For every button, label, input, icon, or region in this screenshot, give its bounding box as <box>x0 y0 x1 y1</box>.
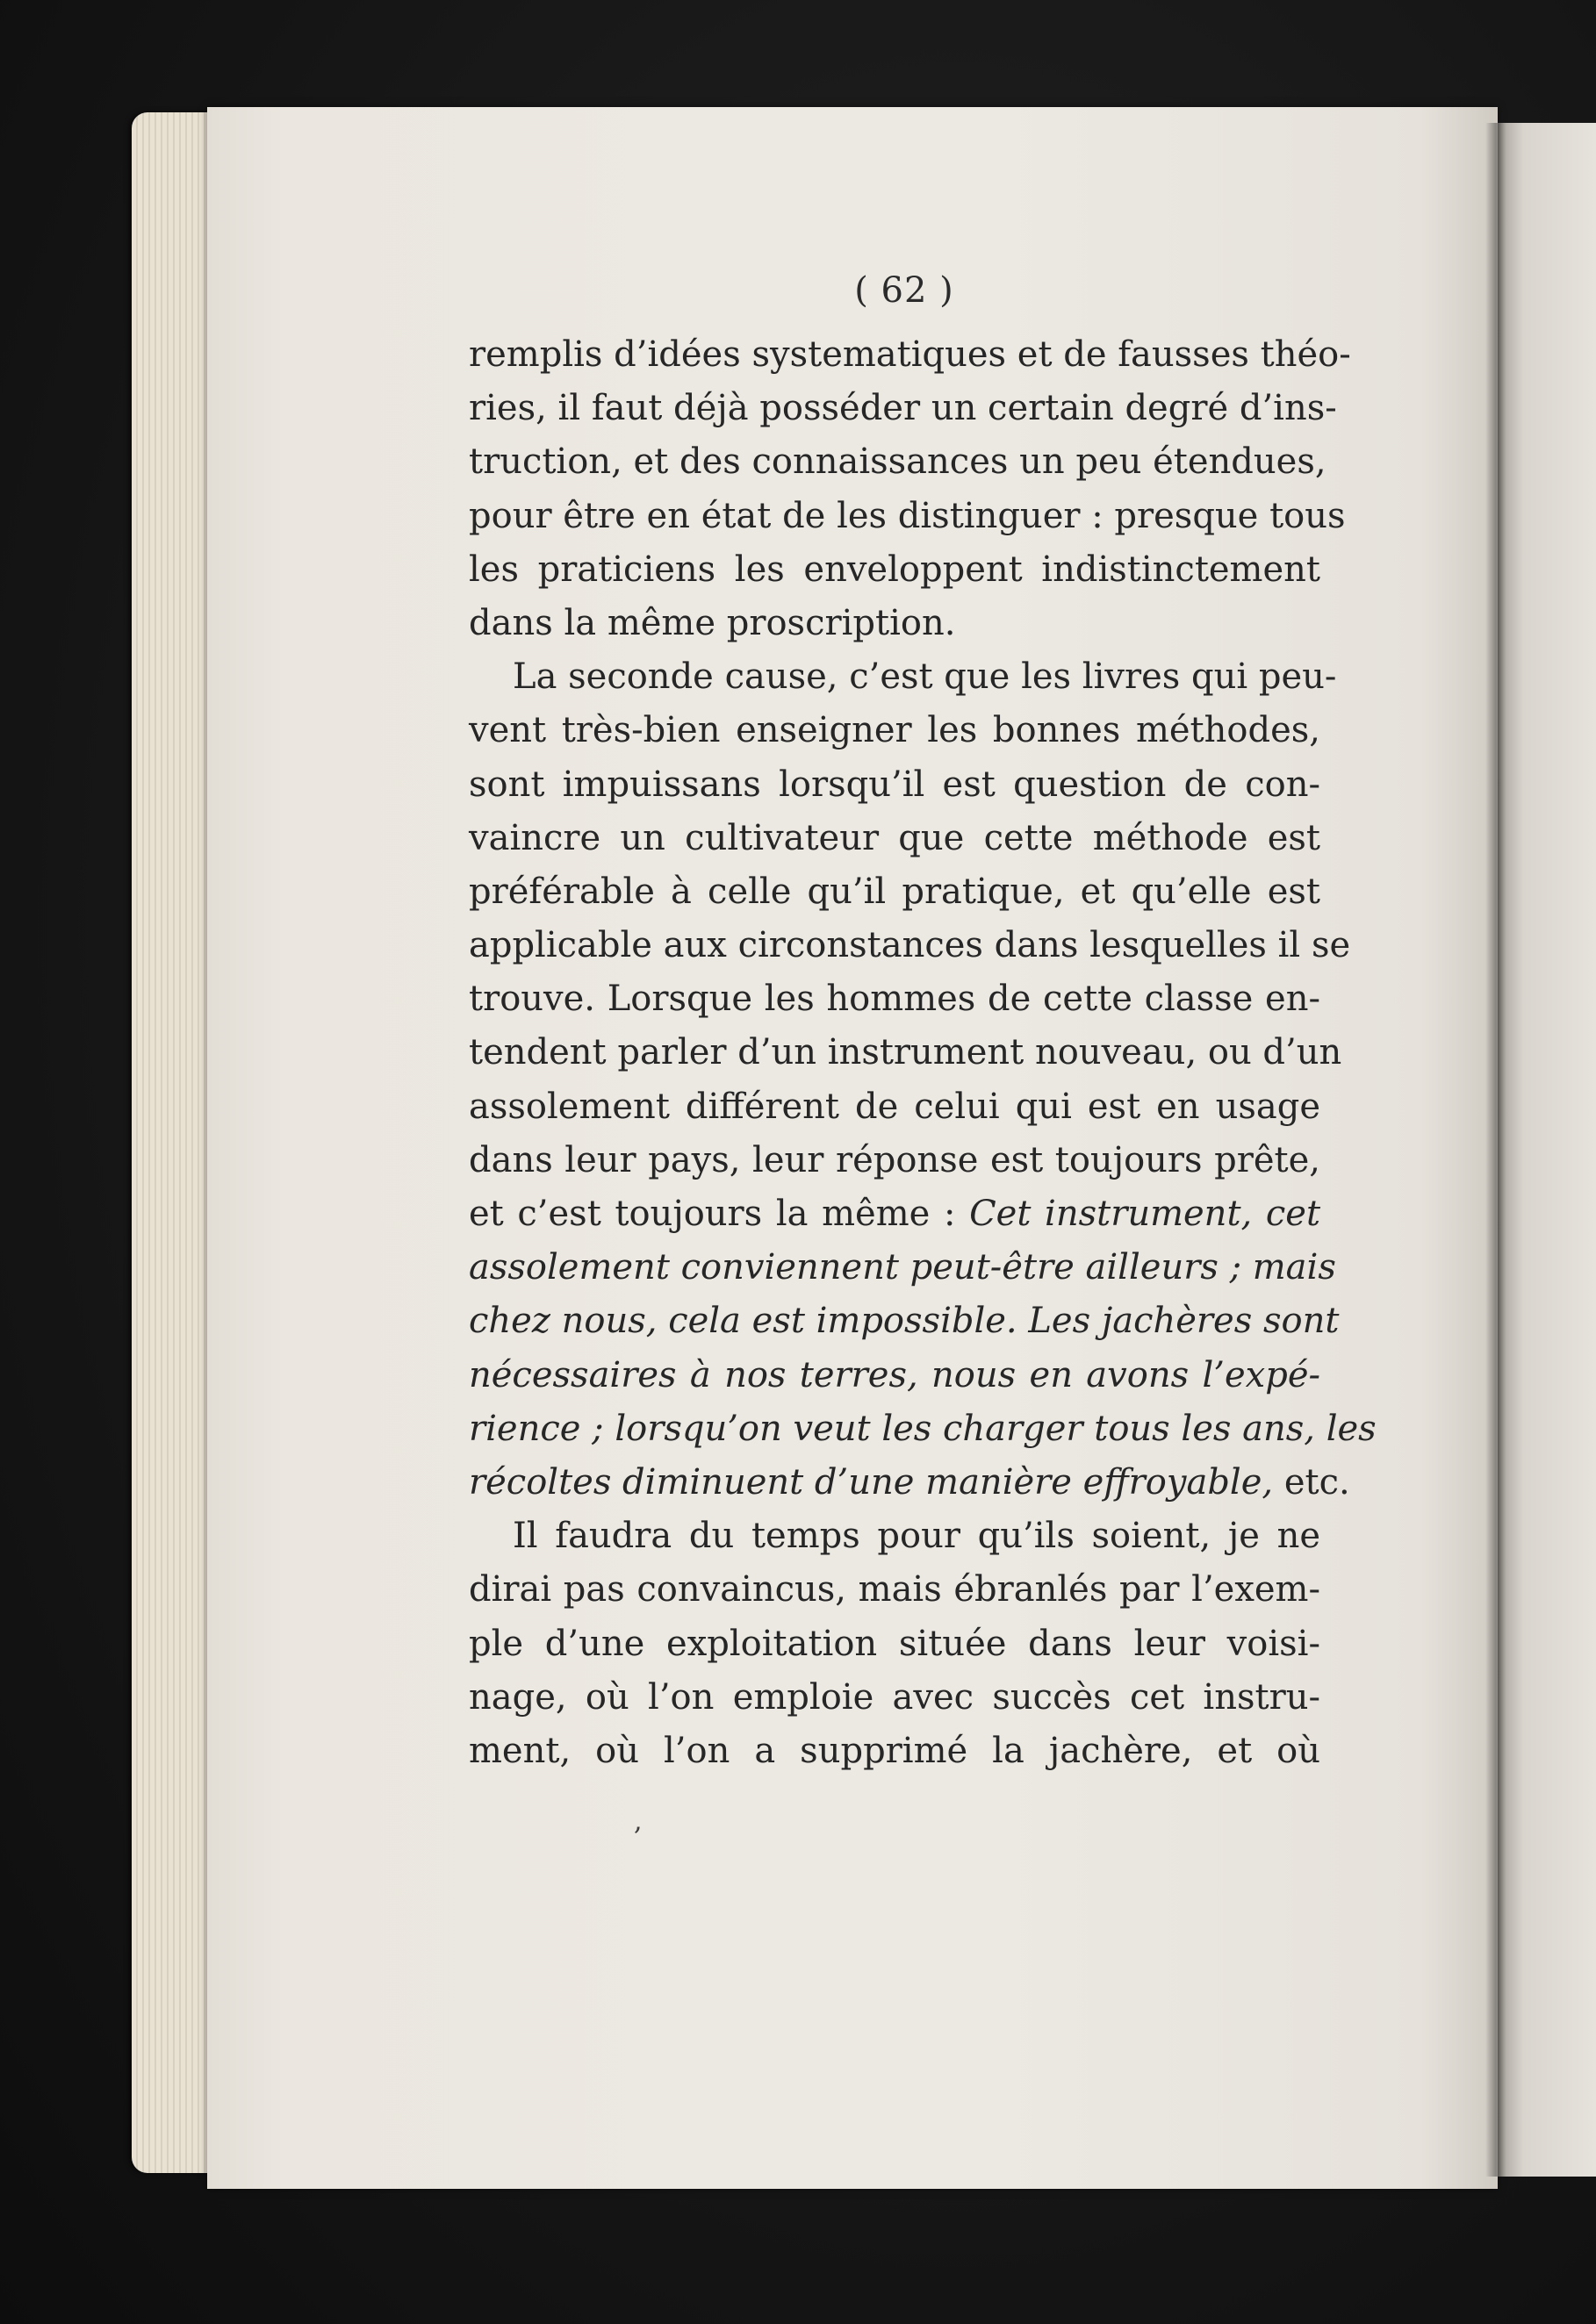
mixed-line <box>469 1187 1320 1241</box>
mixed-line <box>469 1456 1350 1510</box>
text-segment: etc. <box>1283 1461 1350 1503</box>
text-line: nage, où l’on emploie avec succès cet instru- <box>469 1676 1320 1718</box>
italic-segment: récoltes diminuent d’une manière effroyable, <box>469 1461 1274 1503</box>
text-line: ple d’une exploitation située dans leur voisi- <box>469 1623 1320 1664</box>
text-line: dirai pas convaincus, mais ébranlés par l’exem- <box>469 1569 1320 1610</box>
text-line: pour être en état de les distinguer : presque tous <box>469 495 1346 536</box>
paragraph-start: La seconde cause, c’est que les livres qui peu- <box>513 656 1337 698</box>
text-line: les praticiens les enveloppent indistinctement <box>469 549 1320 590</box>
text-line: vaincre un cultivateur que cette méthode est <box>469 817 1320 858</box>
text-line: ment, où l’on a supprimé la jachère, et où <box>469 1730 1320 1771</box>
paragraph-start: Il faudra du temps pour qu’ils soient, je ne <box>513 1516 1320 1557</box>
italic-line: nécessaires à nos terres, nous en avons l’expé- <box>469 1354 1320 1395</box>
text-line: dans la même proscription. <box>469 602 956 643</box>
text-line: vent très-bien enseigner les bonnes méthodes, <box>469 710 1320 751</box>
page-number: ( 62 ) <box>854 270 954 311</box>
text-line: tendent parler d’un instrument nouveau, ou d’un <box>469 1032 1342 1073</box>
text-line: sont impuissans lorsqu’il est question de con- <box>469 764 1320 805</box>
facing-page <box>1492 123 1596 2177</box>
text-line: préférable à celle qu’il pratique, et qu’elle est <box>469 871 1320 912</box>
gutter-shadow <box>1485 123 1506 2177</box>
text-line: applicable aux circonstances dans lesquelles il se <box>469 925 1351 966</box>
stray-mark: , <box>634 1806 643 1837</box>
text-line: dans leur pays, leur réponse est toujours prête, <box>469 1139 1320 1180</box>
italic-line: chez nous, cela est impossible. Les jachères sont <box>469 1301 1340 1342</box>
text-line: assolement différent de celui qui est en usage <box>469 1086 1320 1127</box>
text-line: ries, il faut déjà posséder un certain degré d’ins- <box>469 388 1337 429</box>
text-segment: et c’est toujours la même : <box>469 1194 956 1234</box>
italic-line: rience ; lorsqu’on veut les charger tous les ans, les <box>469 1408 1377 1449</box>
italic-segment: Cet instrument, cet <box>969 1194 1321 1234</box>
body-text <box>469 328 1377 1778</box>
text-line: trouve. Lorsque les hommes de cette classe en- <box>469 979 1320 1020</box>
italic-line: assolement conviennent peut-être ailleurs ; mais <box>469 1247 1336 1288</box>
text-line: truction, et des connaissances un peu étendues, <box>469 441 1326 483</box>
text-line: remplis d’idées systematiques et de fausses théo- <box>469 334 1351 375</box>
